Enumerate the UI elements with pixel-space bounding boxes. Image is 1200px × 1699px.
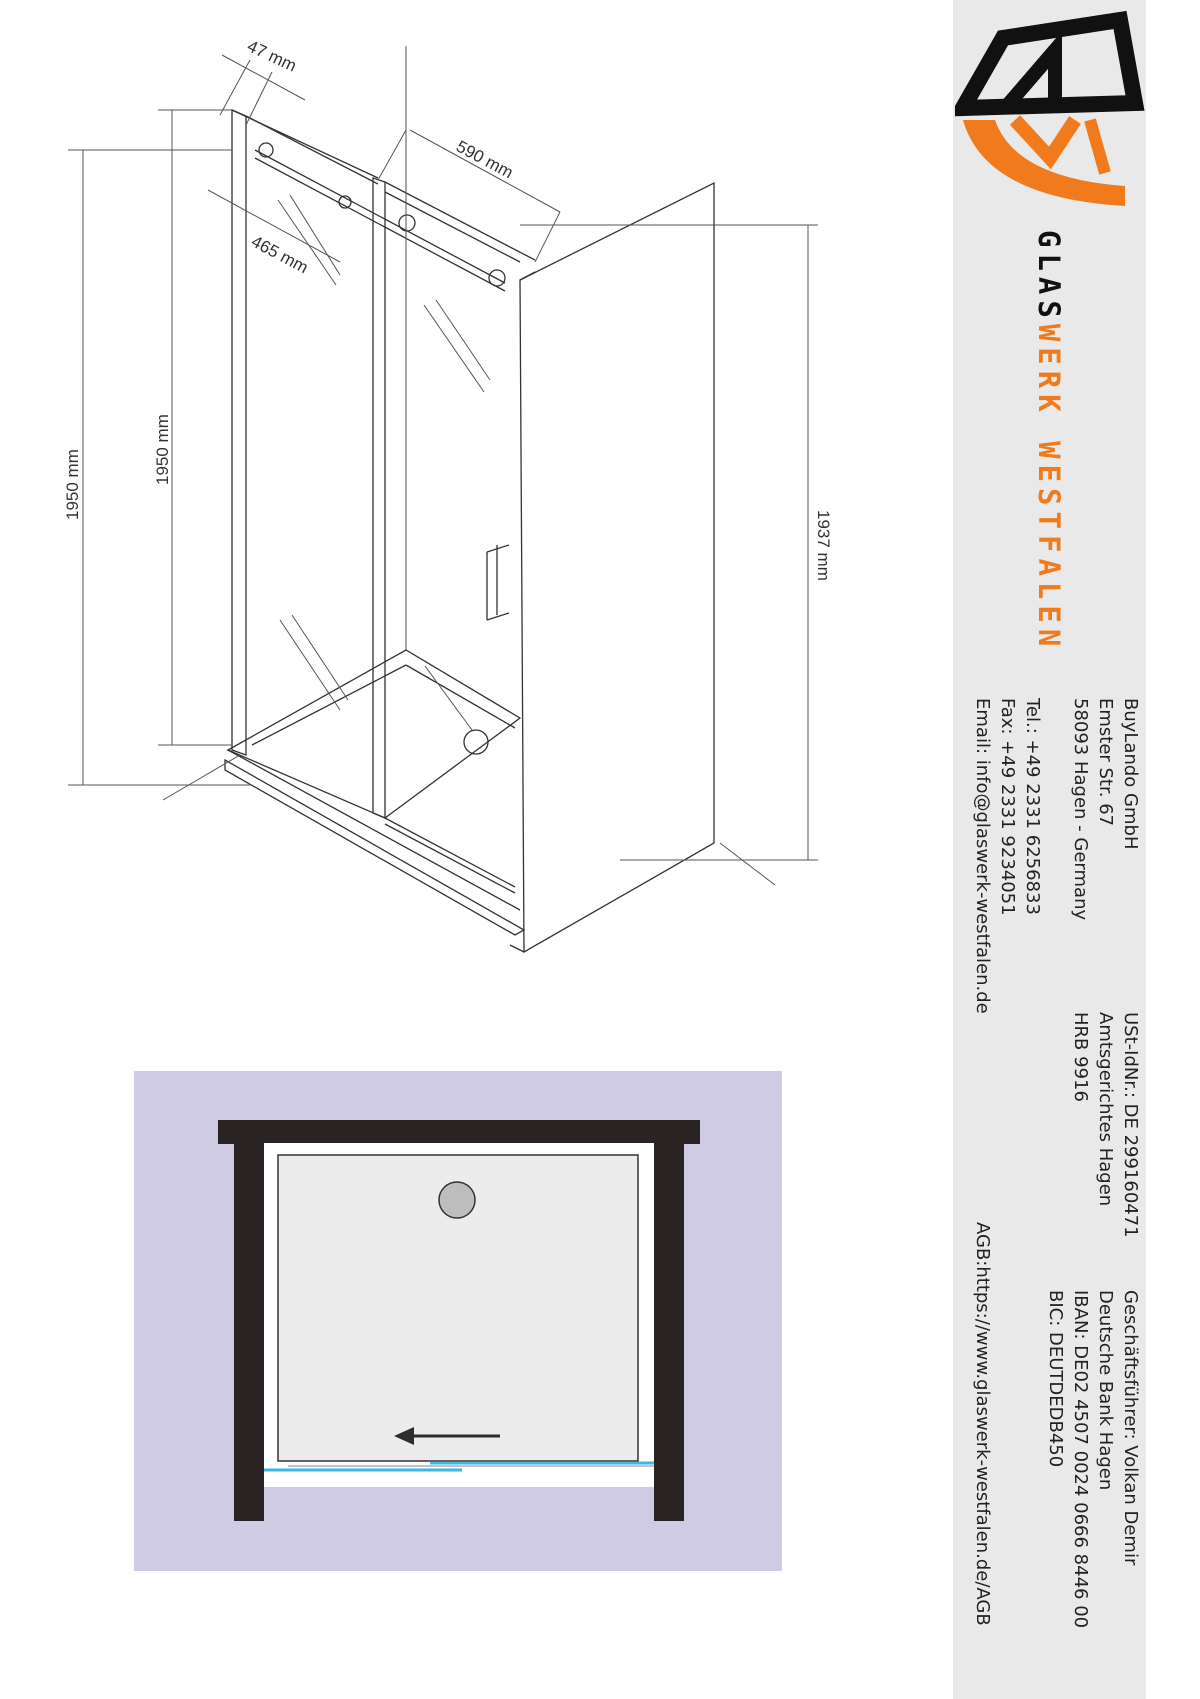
company-iban: IBAN: DE02 4507 0024 0666 8446 00 (1070, 1290, 1091, 1629)
company-name: BuyLando GmbH (1120, 698, 1141, 850)
dimension-label-height-outer: 1950 mm (63, 449, 82, 520)
company-fax: Fax: +49 2331 9234051 (997, 698, 1018, 916)
door-frame (373, 178, 385, 818)
dimension-label-side-height: 1937 mm (814, 510, 833, 581)
company-bic: BIC: DEUTDEDB450 (1045, 1290, 1066, 1468)
dimension-label-fixed-width: 465 mm (248, 231, 312, 278)
brand-name (1032, 230, 1066, 652)
dimension-label-height-inner: 1950 mm (153, 414, 172, 485)
company-city: 58093 Hagen - Germany (1070, 698, 1091, 921)
company-court: Amtsgerichtes Hagen (1095, 1012, 1116, 1207)
company-bank: Deutsche Bank Hagen (1095, 1290, 1116, 1491)
dimension-label-top-depth: 47 mm (244, 36, 300, 76)
roller (399, 215, 415, 231)
company-ceo: Geschäftsführer: Volkan Demir (1120, 1290, 1141, 1566)
company-agb-link[interactable]: AGB:https://www.glaswerk-westfalen.de/AGB (972, 1222, 993, 1626)
floor-plan (134, 1071, 782, 1571)
side-wall-panel (520, 183, 714, 952)
glaswerk-logo (955, 8, 1145, 208)
dimension-label-door-width: 590 mm (453, 136, 517, 183)
company-street: Emster Str. 67 (1095, 698, 1116, 827)
company-hrb: HRB 9916 (1070, 1012, 1091, 1102)
company-vat: USt-IdNr.: DE 299160471 (1120, 1012, 1141, 1238)
company-email[interactable]: Email: info@glaswerk-westfalen.de (972, 698, 993, 1014)
back-wall (218, 1120, 700, 1144)
brand-name-part1: GLAS (1032, 230, 1066, 324)
door-width-dimension-line (410, 130, 560, 212)
right-wall (654, 1143, 684, 1521)
left-wall (234, 1143, 264, 1521)
tray-front-edge (225, 760, 524, 935)
drain-plan (439, 1182, 475, 1218)
roller (489, 270, 505, 286)
shower-isometric-drawing (68, 46, 818, 952)
company-tel: Tel.: +49 2331 6256833 (1022, 698, 1043, 915)
brand-name-part2: WERK WESTFALEN (1032, 323, 1066, 653)
roller (259, 143, 273, 157)
